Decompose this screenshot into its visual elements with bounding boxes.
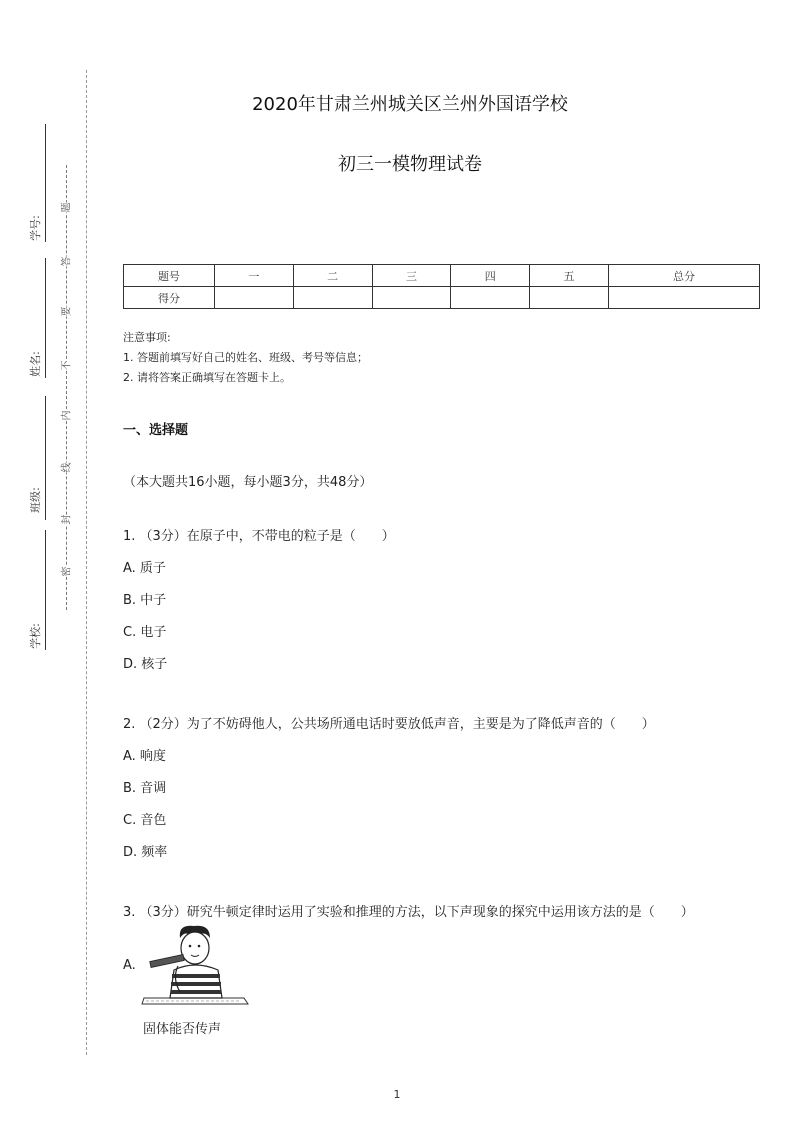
seal-char-feng: 封	[58, 515, 73, 525]
score-table-header-cell: 二	[293, 265, 372, 287]
seal-char-xian: 线	[58, 463, 73, 473]
question-stem-2: 2. （2分）为了不妨碍他人，公共场所通电话时要放低声音，主要是为了降低声音的（ ）	[123, 717, 655, 732]
question-stem-3: 3. （3分）研究牛顿定律时运用了实验和推理的方法，以下声现象的探究中运用该方法的是（ ）	[123, 905, 694, 920]
notes-block	[123, 328, 368, 388]
seal-char-mi: 密	[58, 567, 73, 577]
page-number: 1	[393, 1088, 401, 1101]
score-table-header-cell: 三	[372, 265, 451, 287]
page-subtitle: 初三一模物理试卷	[338, 154, 482, 175]
score-table-header-cell: 总分	[608, 265, 759, 287]
page-title: 2020年甘肃兰州城关区兰州外国语学校	[252, 94, 568, 115]
score-cell	[293, 287, 372, 309]
option-2d: D. 频率	[123, 845, 168, 860]
margin-line-student-id	[45, 124, 46, 242]
score-cell	[530, 287, 609, 309]
option-1c: C. 电子	[123, 625, 167, 640]
fold-dashed-line	[86, 70, 87, 1055]
section-title: 一、选择题	[123, 423, 189, 438]
seal-char-ti: 题	[58, 203, 73, 213]
score-table-header-cell: 题号	[124, 265, 215, 287]
question-stem-1: 1. （3分）在原子中，不带电的粒子是（ ）	[123, 529, 395, 544]
margin-label-name: 姓名:	[28, 351, 42, 377]
margin-label-school: 学校:	[28, 623, 42, 649]
score-table-header-row	[124, 265, 760, 287]
score-cell	[215, 287, 294, 309]
notes-item: 1. 答题前填写好自己的姓名、班级、考号等信息；	[123, 351, 368, 364]
figure-caption-3a: 固体能否传声	[143, 1022, 222, 1037]
seal-dashed-line	[66, 165, 67, 610]
option-2b: B. 音调	[123, 781, 167, 796]
notes-heading: 注意事项:	[123, 331, 171, 344]
seal-char-da: 答	[58, 257, 73, 267]
option-1a: A. 质子	[123, 561, 166, 576]
option-1d: D. 核子	[123, 657, 168, 672]
score-table	[123, 264, 760, 309]
margin-line-class	[45, 396, 46, 520]
score-table-row-label: 得分	[124, 287, 215, 309]
notes-item: 2. 请将答案正确填写在答题卡上。	[123, 371, 291, 384]
score-cell	[372, 287, 451, 309]
margin-line-school	[45, 530, 46, 650]
boy-listening-on-table-icon	[140, 922, 250, 1010]
seal-char-nei: 内	[58, 411, 73, 421]
option-2a: A. 响度	[123, 749, 166, 764]
option-3a: A.	[123, 958, 136, 973]
margin-label-student-id: 学号:	[28, 215, 42, 241]
score-table-header-cell: 四	[451, 265, 530, 287]
margin-label-class: 班级:	[28, 487, 42, 513]
score-cell	[608, 287, 759, 309]
option-2c: C. 音色	[123, 813, 167, 828]
score-table-header-cell: 一	[215, 265, 294, 287]
score-table-header-cell: 五	[530, 265, 609, 287]
option-1b: B. 中子	[123, 593, 167, 608]
score-cell	[451, 287, 530, 309]
margin-line-name	[45, 258, 46, 378]
seal-char-bu: 不	[58, 361, 73, 371]
section-instruction: （本大题共16小题，每小题3分，共48分）	[123, 475, 373, 490]
seal-char-yao: 要	[58, 307, 73, 317]
score-table-score-row	[124, 287, 760, 309]
